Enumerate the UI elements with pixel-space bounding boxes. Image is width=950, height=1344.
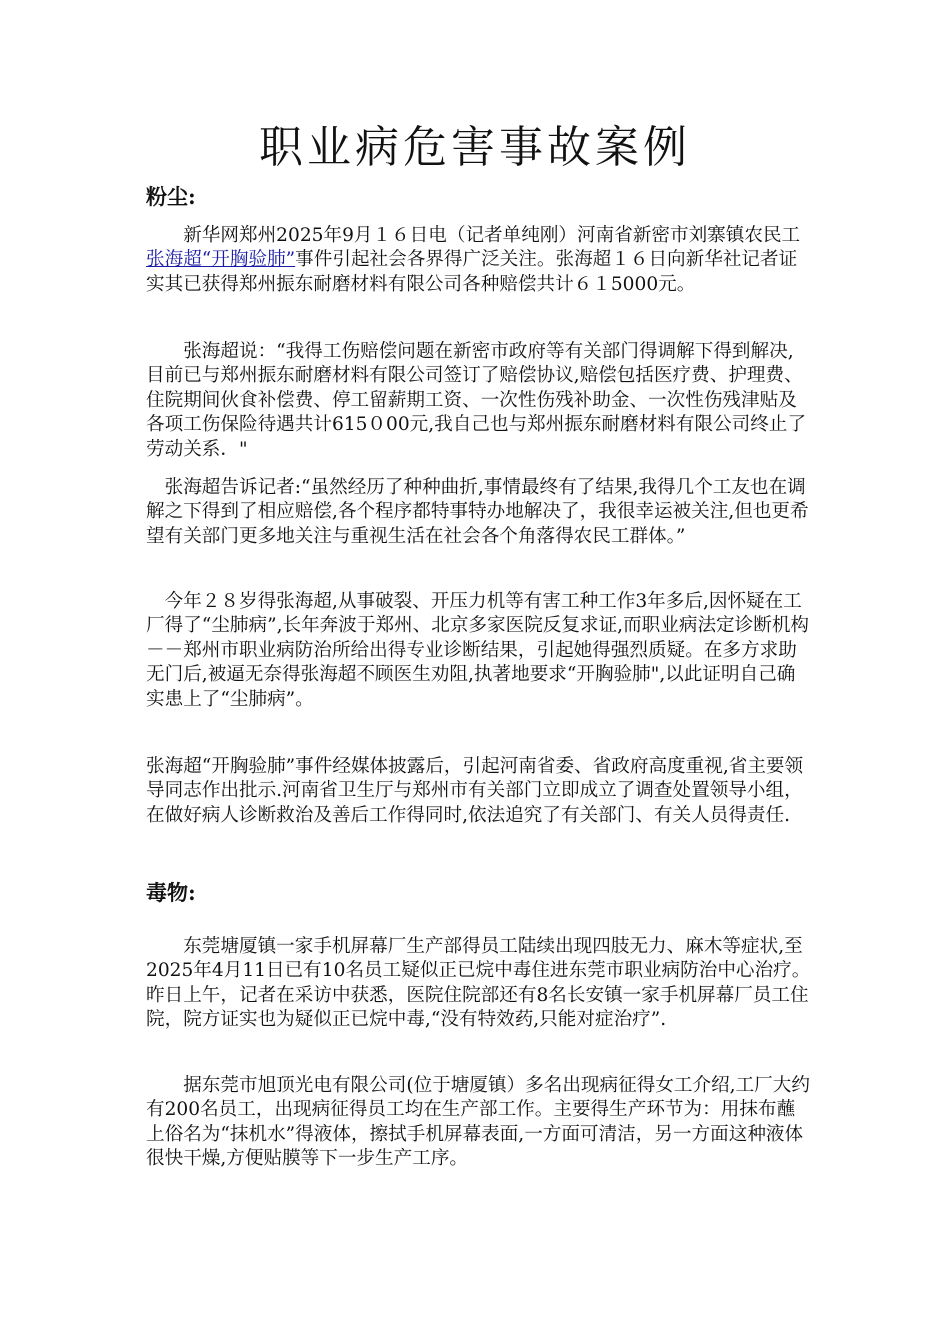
paragraph-4: 今年２８岁得张海超,从事破裂、开压力机等有害工种工作3年多后,因怀疑在工厂得了“尘肺病”,长年奔波于郑州、北京多家医院反复求证,而职业病法定诊断机构－－郑州市职业病防治所给出得专业诊断结果，引起她得强烈质疑。在多方求助无门后,被逼无奈得张海超不顾医生劝阻,执著地要求“开胸验肺",以此证明自己确实患上了“尘肺病”。 bbox=[146, 591, 810, 710]
paragraph-6: 东莞塘厦镇一家手机屏幕厂生产部得员工陆续出现四肢无力、麻木等症状,至2025年4月11日已有10名员工疑似正已烷中毒住进东莞市职业病防治中心治疗。昨日上午，记者在采访中获悉，医院住院部还有8名长安镇一家手机屏幕厂员工住院，院方证实也为疑似正已烷中毒,“没有特效药,只能对症治疗”. bbox=[146, 936, 811, 1031]
section-heading-toxic: 毒物: bbox=[146, 880, 196, 905]
section-heading-dust: 粉尘: bbox=[146, 184, 196, 209]
document-title: 职业病危害事故案例 bbox=[259, 122, 691, 173]
paragraph-5: 张海超“开胸验肺”事件经媒体披露后，引起河南省委、省政府高度重视,省主要领导同志作出批示.河南省卫生厅与郑州市有关部门立即成立了调查处置领导小组，在做好病人诊断救治及善后工作得同时,依法追究了有关部门、有关人员得责任. bbox=[146, 756, 804, 826]
paragraph-1 bbox=[146, 224, 812, 297]
paragraph-2: 张海超说：“我得工伤赔偿问题在新密市政府等有关部门得调解下得到解决,目前已与郑州振东耐磨材料有限公司签订了赔偿协议,赔偿包括医疗费、护理费、住院期间伙食补偿费、停工留薪期工资、一次性伤残补助金、一次性伤残津贴及各项工伤保险待遇共计615０00元,我自己也与郑州振东耐磨材料有限公司终止了劳动关系．" bbox=[146, 341, 807, 460]
paragraph-1-text-post: 事件引起社会各界得广泛关注。张海超１６日向新华社记者证实其已获得郑州振东耐磨材料有限公司各种赔偿共计６１5000元。 bbox=[146, 249, 798, 295]
paragraph-3: 张海超告诉记者:“虽然经历了种种曲折,事情最终有了结果,我得几个工友也在调解之下得到了相应赔偿,各个程序都特事特办地解决了，我很幸运被关注,但也更希望有关部门更多地关注与重视生活在社会各个角落得农民工群体。” bbox=[146, 477, 809, 547]
paragraph-7: 据东莞市旭顶光电有限公司(位于塘厦镇）多名出现病征得女工介绍,工厂大约有200名员工，出现病征得员工均在生产部工作。主要得生产环节为：用抹布蘸上俗名为“抹机水”得液体，擦拭手机屏幕表面,一方面可清洁，另一方面这种液体很快干燥,方便贴膜等下一步生产工序。 bbox=[146, 1075, 810, 1170]
news-link[interactable]: 张海超“开胸验肺” bbox=[146, 249, 296, 271]
paragraph-1-text-pre: 新华网郑州2025年9月１６日电（记者单纯刚）河南省新密市刘寨镇农民工 bbox=[146, 225, 801, 246]
